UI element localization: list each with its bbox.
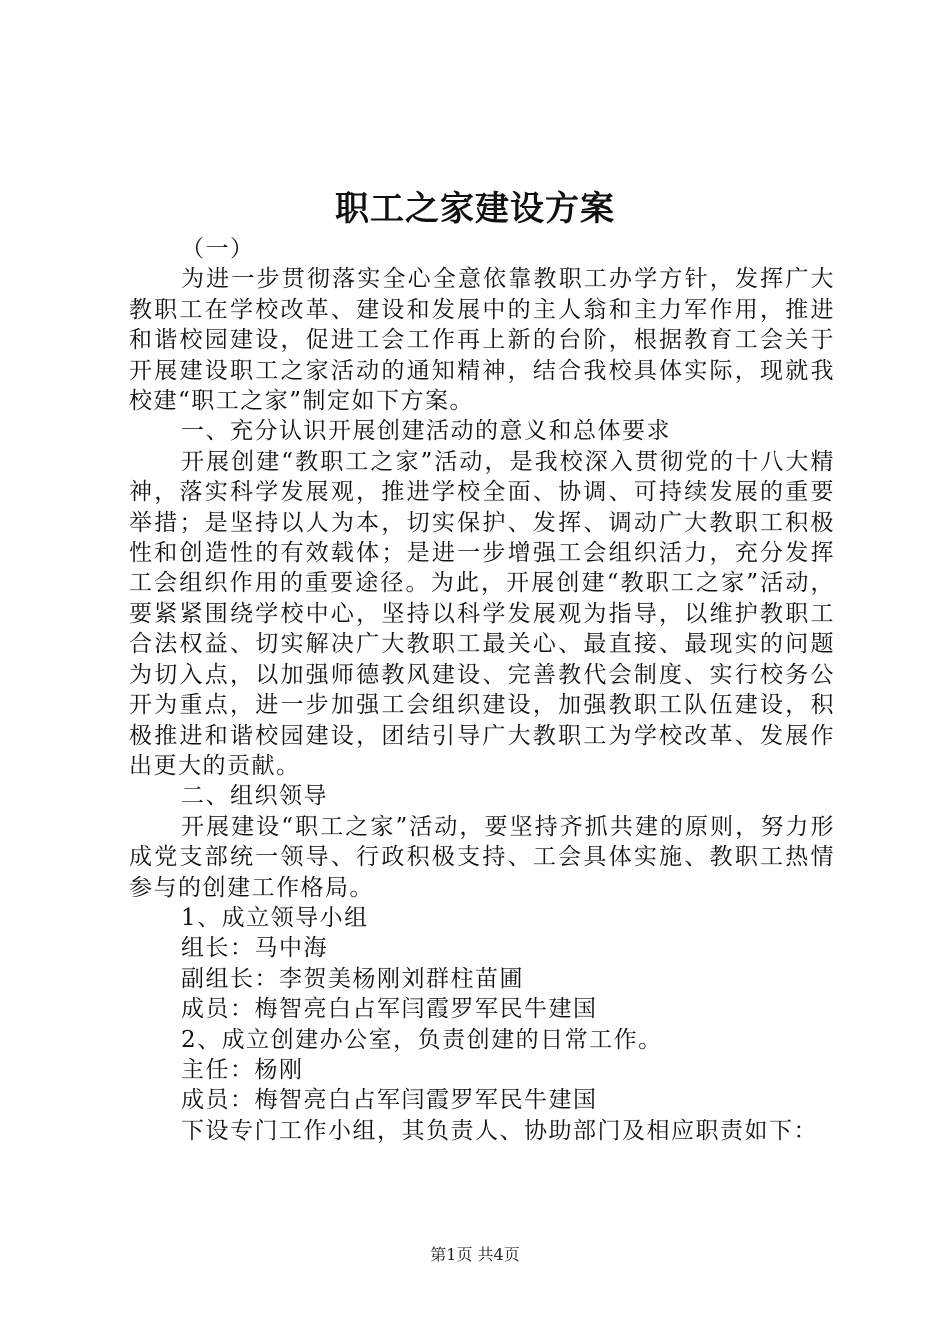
deputy-leader-line: 副组长：李贺美杨刚刘群柱苗圃: [181, 965, 524, 992]
working-groups-intro: 下设专门工作小组，其负责人、协助部门及相应职责如下：: [181, 1117, 818, 1144]
subsection-heading-2: 2、成立创建办公室，负责创建的日常工作。: [181, 1026, 663, 1053]
director-line: 主任：杨刚: [181, 1056, 304, 1083]
document-title: 职工之家建设方案: [335, 189, 615, 229]
intro-paragraph: 为进一步贯彻落实全心全意依靠教职工办学方针，发挥广大教职工在学校改革、建设和发展中的主人翁和主力军作用，推进和谐校园建设，促进工会工作再上新的台阶，根据教育工会关于开展建设职工之家活动的通知精神，结合我校具体实际，现就我校建“职工之家”制定如下方案。: [129, 266, 835, 415]
group-leader-line: 组长：马中海: [181, 935, 328, 962]
members-line-1: 成员：梅智亮白占军闫霞罗军民牛建国: [181, 996, 598, 1023]
section-heading-2: 二、组织领导: [181, 783, 328, 810]
page-number-footer: 第1页 共4页: [430, 1245, 520, 1264]
section-1-paragraph: 开展创建“教职工之家”活动，是我校深入贯彻党的十八大精神，落实科学发展观，推进学校全面、协调、可持续发展的重要举措；是坚持以人为本，切实保护、发挥、调动广大教职工积极性和创造性的有效载体；是进一步增强工会组织活力，充分发挥工会组织作用的重要途径。为此，开展创建“教职工之家”活动，要紧紧围绕学校中心，坚持以科学发展观为指导，以维护教职工合法权益、切实解决广大教职工最关心、最直接、最现实的问题为切入点，以加强师德教风建设、完善教代会制度、实行校务公开为重点，进一步加强工会组织建设，加强教职工队伍建设，积极推进和谐校园建设，团结引导广大教职工为学校改革、发展作出更大的贡献。: [129, 448, 835, 779]
section-heading-1: 一、充分认识开展创建活动的意义和总体要求: [181, 418, 671, 445]
section-2-paragraph: 开展建设“职工之家”活动，要坚持齐抓共建的原则，努力形成党支部统一领导、行政积极支持、工会具体实施、教职工热情参与的创建工作格局。: [129, 813, 835, 901]
document-body: [129, 234, 835, 1146]
subsection-heading-1: 1、成立领导小组: [181, 904, 369, 931]
section-marker: （一）: [181, 236, 255, 262]
members-line-2: 成员：梅智亮白占军闫霞罗军民牛建国: [181, 1087, 598, 1114]
